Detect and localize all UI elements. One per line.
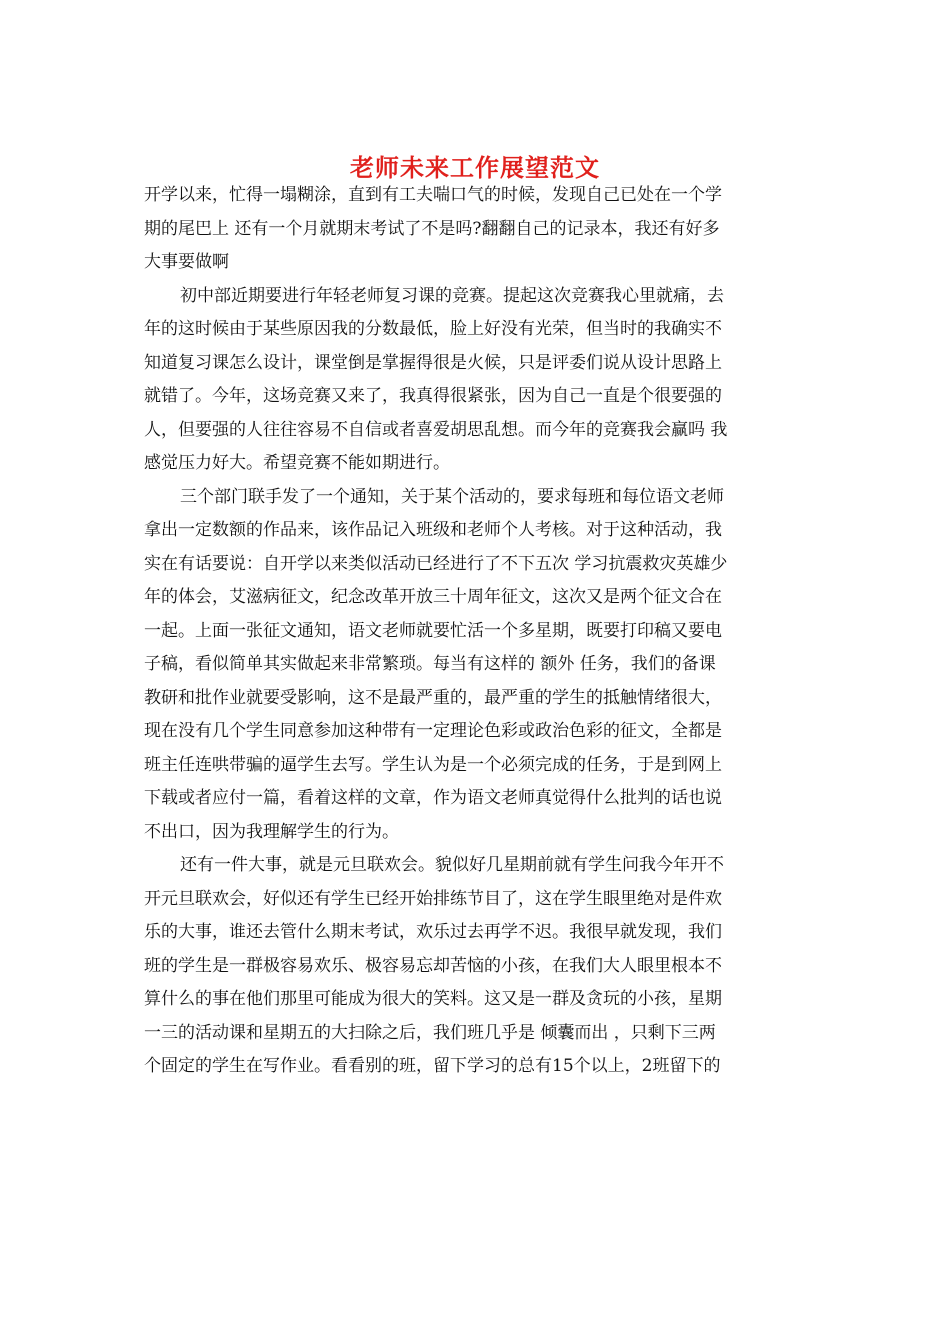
body-line: 班的学生是一群极容易欢乐、极容易忘却苦恼的小孩，在我们大人眼里根本不 [144, 955, 722, 976]
body-line: 年的这时候由于某些原因我的分数最低，脸上好没有光荣，但当时的我确实不 [144, 319, 722, 340]
body-line: 开元旦联欢会，好似还有学生已经开始排练节目了，这在学生眼里绝对是件欢 [144, 888, 722, 909]
body-line: 年的体会，艾滋病征文，纪念改革开放三十周年征文，这次又是两个征文合在 [144, 587, 722, 608]
body-line: 人，但要强的人往往容易不自信或者喜爱胡思乱想。而今年的竞赛我会赢吗 我 [144, 419, 728, 440]
body-line: 就错了。今年，这场竞赛又来了，我真得很紧张，因为自己一直是个很要强的 [144, 386, 722, 407]
body-line: 不出口，因为我理解学生的行为。 [144, 821, 399, 842]
document-title: 老师未来工作展望范文 [350, 153, 600, 182]
body-line: 算什么的事在他们那里可能成为很大的笑料。这又是一群及贪玩的小孩，星期 [144, 989, 722, 1010]
body-line: 下载或者应付一篇，看着这样的文章，作为语文老师真觉得什么批判的话也说 [144, 788, 722, 809]
body-line: 班主任连哄带骗的逼学生去写。学生认为是一个必须完成的任务，于是到网上 [144, 754, 722, 775]
body-line: 实在有话要说：自开学以来类似活动已经进行了不下五次 学习抗震救灾英雄少 [144, 553, 728, 574]
body-line: 个固定的学生在写作业。看看别的班，留下学习的总有15个以上，2班留下的 [144, 1056, 721, 1077]
body-line: 拿出一定数额的作品来，该作品记入班级和老师个人考核。对于这种活动，我 [144, 520, 722, 541]
document-body [144, 179, 812, 1084]
body-line: 感觉压力好大。希望竞赛不能如期进行。 [144, 453, 450, 474]
body-line: 乐的大事，谁还去管什么期末考试，欢乐过去再学不迟。我很早就发现，我们 [144, 922, 722, 943]
body-line: 一起。上面一张征文通知，语文老师就要忙活一个多星期，既要打印稿又要电 [144, 620, 722, 641]
body-line: 还有一件大事，就是元旦联欢会。貌似好几星期前就有学生问我今年开不 [180, 855, 724, 876]
body-line: 现在没有几个学生同意参加这种带有一定理论色彩或政治色彩的征文，全都是 [144, 721, 722, 742]
body-line: 三个部门联手发了一个通知，关于某个活动的，要求每班和每位语文老师 [180, 486, 724, 507]
body-line: 开学以来，忙得一塌糊涂，直到有工夫喘口气的时候，发现自己已处在一个学 [144, 185, 722, 206]
body-line: 一三的活动课和星期五的大扫除之后，我们班几乎是 倾囊而出 ，只剩下三两 [144, 1022, 716, 1043]
body-line: 子稿，看似简单其实做起来非常繁琐。每当有这样的 额外 任务，我们的备课 [144, 654, 716, 675]
body-line: 教研和批作业就要受影响，这不是最严重的，最严重的学生的抵触情绪很大， [144, 687, 722, 708]
body-line: 知道复习课怎么设计，课堂倒是掌握得很是火候，只是评委们说从设计思路上 [144, 352, 722, 373]
body-line: 期的尾巴上 还有一个月就期末考试了不是吗?翻翻自己的记录本，我还有好多 [144, 218, 720, 239]
body-line: 大事要做啊 [144, 252, 229, 273]
body-line: 初中部近期要进行年轻老师复习课的竞赛。提起这次竞赛我心里就痛，去 [180, 285, 724, 306]
